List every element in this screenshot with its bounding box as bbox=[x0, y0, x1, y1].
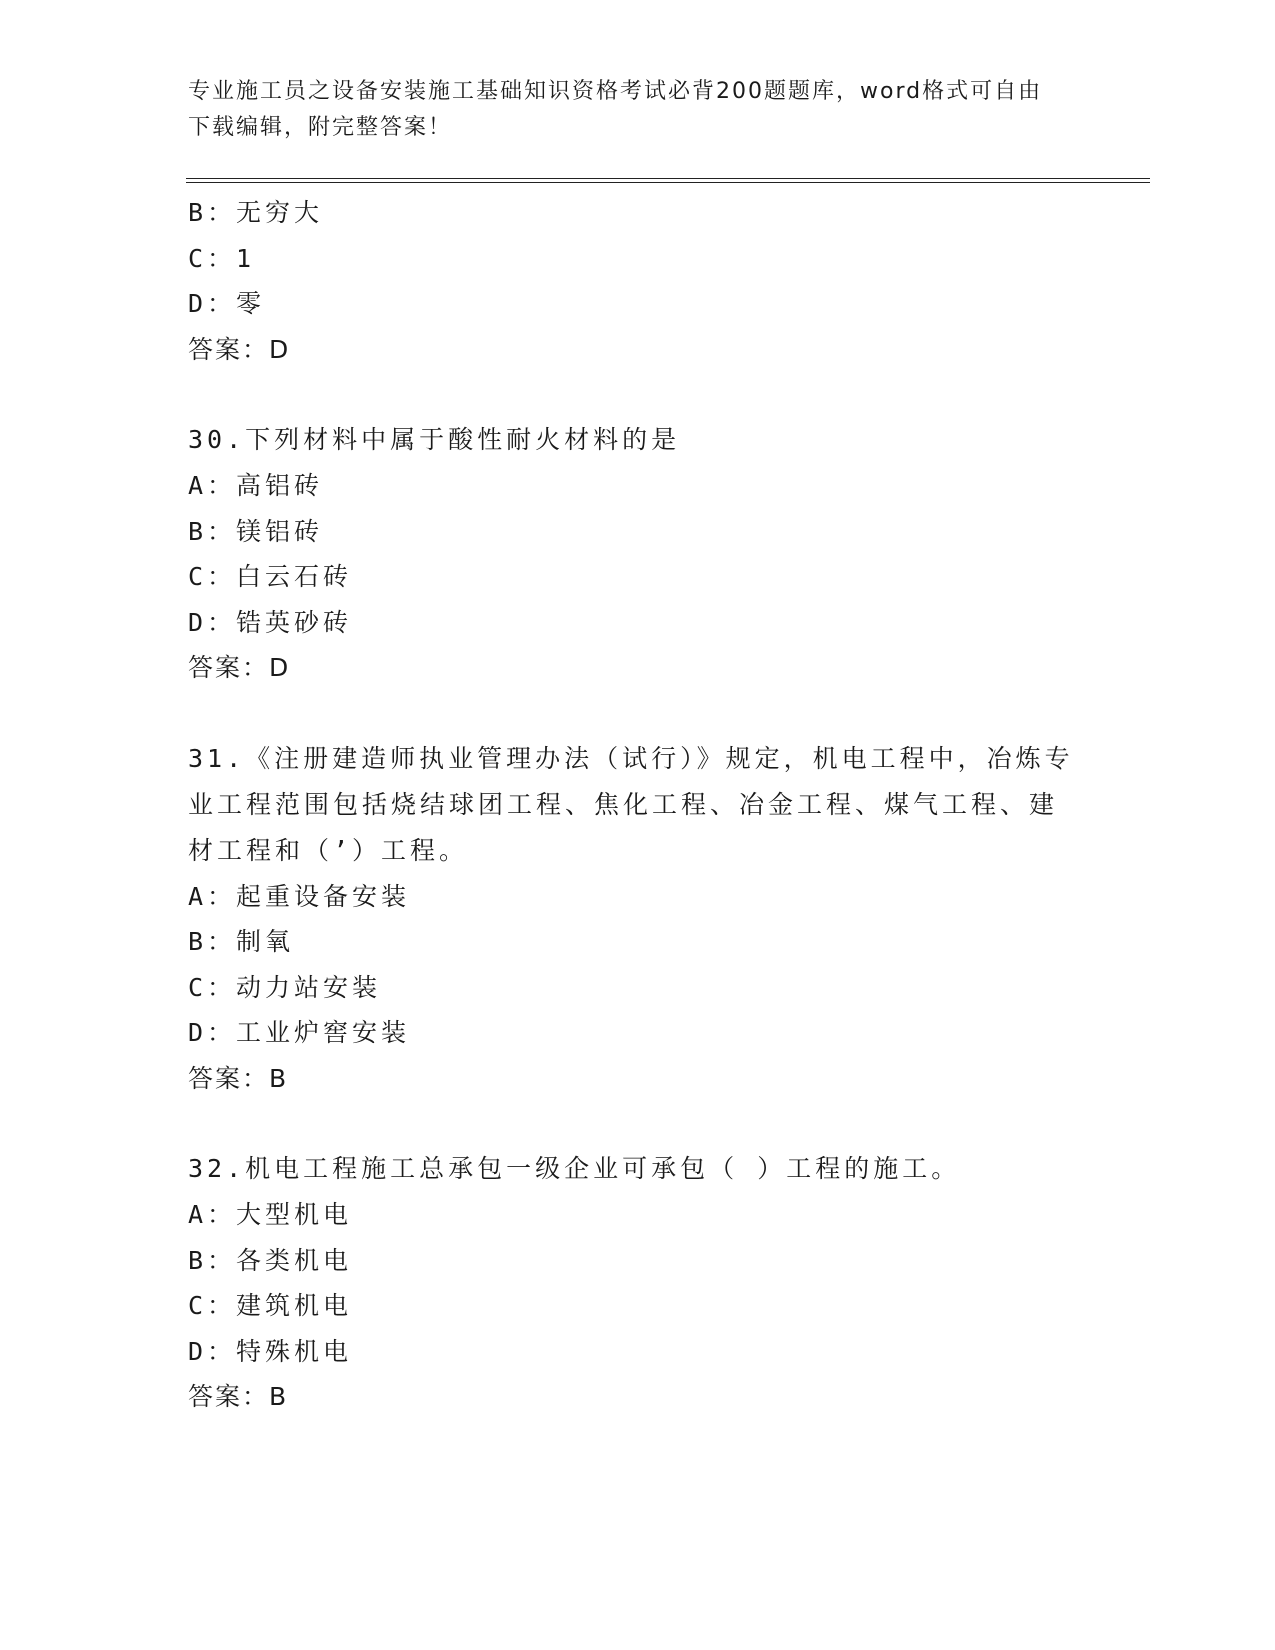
question-stem-line-3: 材工程和（’）工程。 bbox=[188, 835, 469, 865]
answer: 答案：D bbox=[188, 653, 291, 682]
header-divider-bottom bbox=[186, 182, 1150, 183]
option-d: D：特殊机电 bbox=[188, 1336, 353, 1366]
question-stem: 30.下列材料中属于酸性耐火材料的是 bbox=[188, 425, 681, 454]
question-30 bbox=[188, 417, 1088, 691]
question-stem-line-2: 业工程范围包括烧结球团工程、焦化工程、冶金工程、煤气工程、建 bbox=[188, 789, 1059, 819]
option-b: B：无穷大 bbox=[188, 198, 324, 227]
option-c: C：动力站安装 bbox=[188, 972, 382, 1002]
answer: 答案：D bbox=[188, 334, 291, 364]
option-b: B：制氧 bbox=[188, 927, 295, 956]
option-a: A：大型机电 bbox=[188, 1200, 353, 1229]
option-c: C：白云石砖 bbox=[188, 562, 353, 591]
header-divider-top bbox=[186, 178, 1150, 179]
header-line-1: 专业施工员之设备安装施工基础知识资格考试必背200题题库，word格式可自由 bbox=[188, 79, 1043, 104]
question-list bbox=[188, 190, 1088, 1420]
option-b: B：镁铝砖 bbox=[188, 516, 324, 546]
question-stem: 32.机电工程施工总承包一级企业可承包（ ）工程的施工。 bbox=[188, 1154, 961, 1183]
option-d: D：锆英砂砖 bbox=[188, 607, 353, 637]
question-31 bbox=[188, 736, 1088, 1102]
option-d: D：零 bbox=[188, 289, 266, 318]
option-a: A：起重设备安装 bbox=[188, 881, 411, 911]
document-header bbox=[188, 74, 1088, 146]
option-a: A：高铝砖 bbox=[188, 471, 324, 500]
answer: 答案：B bbox=[188, 1063, 289, 1093]
answer: 答案：B bbox=[188, 1382, 289, 1411]
option-b: B：各类机电 bbox=[188, 1245, 353, 1275]
option-c: C：建筑机电 bbox=[188, 1291, 353, 1320]
question-32 bbox=[188, 1146, 1088, 1420]
previous-question-tail bbox=[188, 190, 1088, 372]
header-line-2: 下载编辑，附完整答案！ bbox=[188, 115, 453, 140]
question-stem-line-1: 31.《注册建造师执业管理办法（试行）》规定，机电工程中，冶炼专 bbox=[188, 743, 1074, 773]
option-d: D：工业炉窖安装 bbox=[188, 1018, 411, 1047]
option-c: C：1 bbox=[188, 243, 256, 273]
